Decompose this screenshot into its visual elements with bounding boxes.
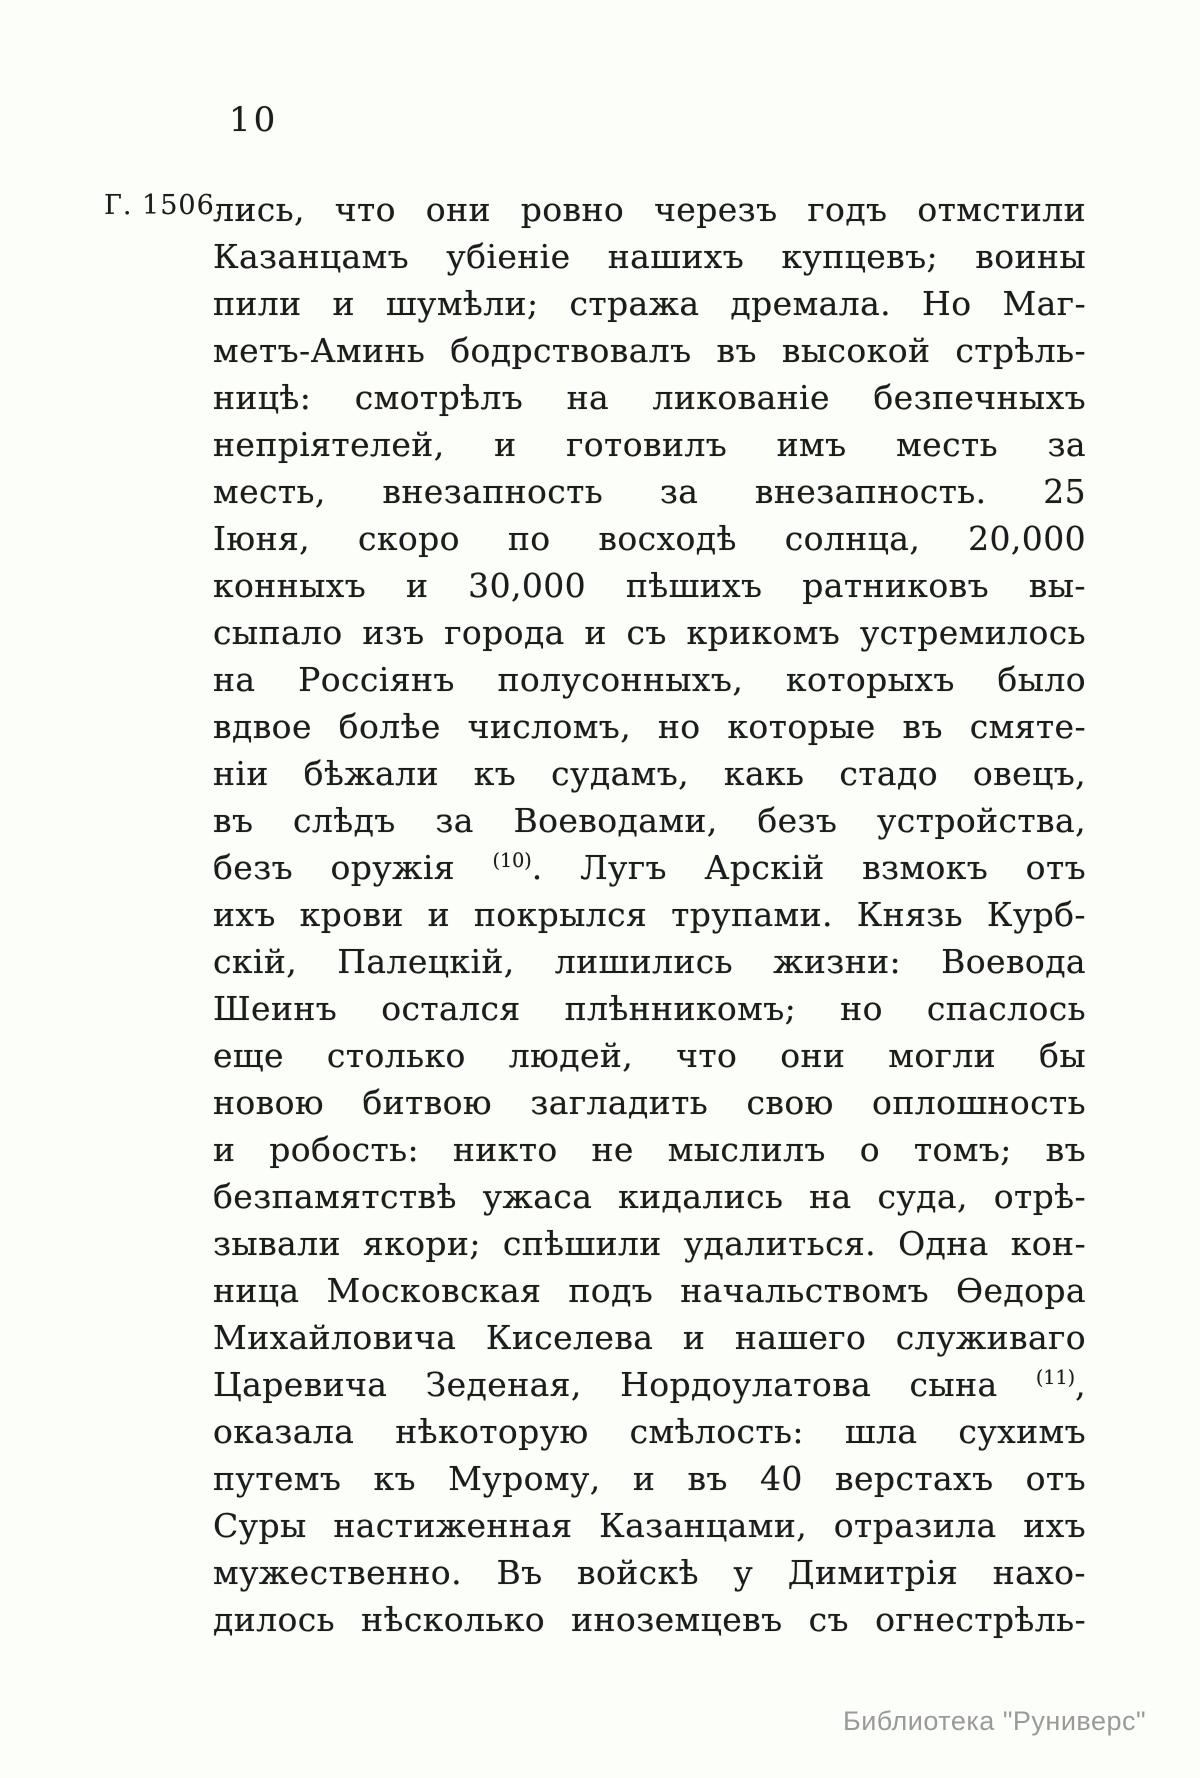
text-line: Царевича Зеденая, Нордоулатова сына $^{(11)}$, xyxy=(213,1365,1086,1404)
text-line: сыпало изъ города и съ крикомъ устремилось xyxy=(213,613,1086,652)
text-line: Шеинъ остался плѣнникомъ; но спаслось xyxy=(213,989,1086,1028)
text-line: путемъ къ Мурому, и въ 40 верстахъ отъ xyxy=(213,1459,1086,1498)
text-line: безпамятствѣ ужаса кидались на суда, отрѣ- xyxy=(213,1177,1086,1216)
text-line: Казанцамъ убіеніе нашихъ купцевъ; воины xyxy=(213,237,1086,276)
text-line: дилось нѣсколько иноземцевъ съ огнестрѣль- xyxy=(213,1600,1086,1639)
page-number: 10 xyxy=(229,100,279,140)
text-line: безъ оружія $^{(10)}$. Лугъ Арскій взмокъ отъ xyxy=(213,848,1086,887)
text-line: ница Московская подъ начальствомъ Ѳедора xyxy=(213,1271,1086,1310)
margin-year-note: Г. 1506. xyxy=(104,190,225,221)
text-line: Іюня, скоро по восходѣ солнца, 20,000 xyxy=(213,519,1086,558)
text-line: пили и шумѣли; стража дремала. Но Маг- xyxy=(213,284,1086,323)
text-line: месть, внезапность за внезапность. 25 xyxy=(213,472,1086,511)
footnote-ref: (11) xyxy=(1035,1366,1076,1389)
body-text xyxy=(213,186,1086,1643)
text-line: Суры настиженная Казанцами, отразила ихъ xyxy=(213,1506,1086,1545)
text-line: Михайловича Киселева и нашего служиваго xyxy=(213,1318,1086,1357)
footnote-ref: (10) xyxy=(492,849,532,872)
text-line: въ слѣдъ за Воеводами, безъ устройства, xyxy=(213,801,1086,840)
text-line: вдвое болѣе числомъ, но которые въ смяте- xyxy=(213,707,1086,746)
text-line: новою битвою загладить свою оплошность xyxy=(213,1083,1086,1122)
library-watermark: Библиотека "Руниверс" xyxy=(843,1706,1147,1736)
text-line: зывали якори; спѣшили удалиться. Одна кон- xyxy=(213,1224,1086,1263)
text-line: еще столько людей, что они могли бы xyxy=(213,1036,1086,1075)
text-line: оказала нѣкоторую смѣлость: шла сухимъ xyxy=(213,1412,1086,1451)
text-line: мужественно. Въ войскѣ у Димитрія нахо- xyxy=(213,1553,1086,1592)
text-line: на Россіянъ полусонныхъ, которыхъ было xyxy=(213,660,1086,699)
text-line: конныхъ и 30,000 пѣшихъ ратниковъ вы- xyxy=(213,566,1086,605)
text-line: ницѣ: смотрѣлъ на ликованіе безпечныхъ xyxy=(213,378,1086,417)
text-line: скій, Палецкій, лишились жизни: Воевода xyxy=(213,942,1086,981)
text-line: и робость: никто не мыслилъ о томъ; въ xyxy=(213,1130,1086,1169)
text-line: ніи бѣжали къ судамъ, какь стадо овецъ, xyxy=(213,754,1086,793)
text-line: непріятелей, и готовилъ имъ месть за xyxy=(213,425,1086,464)
text-line: ихъ крови и покрылся трупами. Князь Курб- xyxy=(213,895,1086,934)
text-line: лись, что они ровно черезъ годъ отмстили xyxy=(213,190,1086,229)
text-line: метъ-Аминь бодрствовалъ въ высокой стрѣль- xyxy=(213,331,1086,370)
